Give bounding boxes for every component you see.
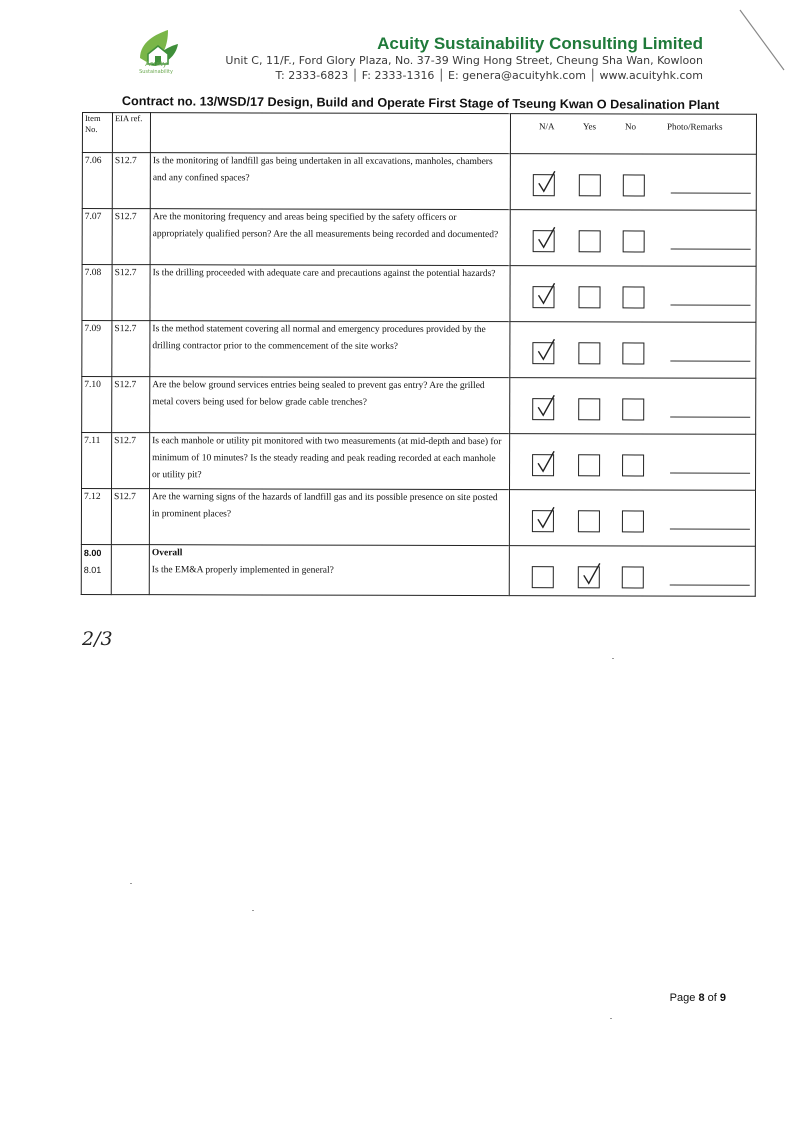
checkmark-icon	[535, 450, 557, 474]
answer-cell	[510, 434, 756, 491]
row-7.08-no-checkbox[interactable]	[622, 286, 644, 308]
row-7.10-no-checkbox[interactable]	[622, 398, 644, 420]
checkmark-icon	[535, 506, 557, 530]
table-row	[82, 265, 756, 323]
row-7.07-no-checkbox[interactable]	[623, 230, 645, 252]
company-contacts: T: 2333-6823 │ F: 2333-1316 │ E: genera@acuityhk.com │ www.acuityhk.com	[275, 69, 703, 82]
eia-ref: S12.7	[112, 153, 150, 209]
remarks-line[interactable]	[670, 473, 750, 474]
remarks-line[interactable]	[670, 361, 750, 362]
question-text: Is each manhole or utility pit monitored with two measurements (at mid-depth and base) for minimum of 10 minutes? Is the steady reading and peak reading recorded at each manhole or utility pit?	[150, 433, 510, 490]
row-overall-no-checkbox[interactable]	[622, 566, 644, 588]
checkmark-icon	[536, 170, 558, 194]
row-7.07-yes-checkbox[interactable]	[579, 230, 601, 252]
page-label: Page	[669, 992, 696, 1004]
question-text: Are the warning signs of the hazards of landfill gas and its possible presence on site posted in prominent places?	[149, 489, 509, 546]
remarks-line[interactable]	[670, 585, 750, 586]
row-7.12-no-checkbox[interactable]	[622, 510, 644, 532]
page-of-label: of	[707, 992, 717, 1004]
answer-cell	[510, 378, 756, 435]
page-footer	[670, 992, 726, 1004]
contract-title: Contract no. 13/WSD/17 Design, Build and Operate First Stage of Tseung Kwan O Desalination Plant	[121, 94, 720, 113]
item-number: 7.11	[82, 433, 112, 489]
answer-cell	[510, 154, 756, 211]
table-header-row	[82, 113, 756, 155]
row-7.08-yes-checkbox[interactable]	[578, 286, 600, 308]
remarks-line[interactable]	[670, 305, 750, 306]
header-na: N/A	[538, 121, 555, 132]
answer-cell	[509, 490, 755, 547]
answer-cell	[510, 210, 756, 267]
remarks-line[interactable]	[671, 249, 751, 250]
question-text: Is the EM&A properly implemented in general?	[151, 565, 334, 576]
answer-cell	[510, 322, 756, 379]
checkmark-icon	[535, 338, 557, 362]
question-text: Are the monitoring frequency and areas being specified by the safety officers or appropriately qualified person? Are the all measurements being recorded and documented?	[150, 209, 510, 266]
page-current: 8	[698, 992, 705, 1004]
row-7.11-no-checkbox[interactable]	[622, 454, 644, 476]
header-answer-columns	[510, 114, 756, 155]
answer-cell	[510, 266, 756, 323]
row-7.06-yes-checkbox[interactable]	[579, 174, 601, 196]
item-number: 7.10	[82, 377, 112, 433]
item-number: 7.06	[82, 153, 112, 209]
company-address: Unit C, 11/F., Ford Glory Plaza, No. 37-39 Wing Hong Street, Cheung Sha Wan, Kowloon	[225, 54, 703, 67]
eia-ref: S12.7	[111, 489, 149, 545]
item-number: 7.12	[81, 489, 111, 545]
header-question	[150, 113, 510, 154]
table-row	[82, 433, 756, 491]
table-row	[82, 153, 756, 211]
eia-ref	[111, 545, 149, 595]
overall-item-cell	[81, 544, 111, 594]
checkmark-icon	[536, 226, 558, 250]
company-name: Acuity Sustainability Consulting Limited	[377, 34, 703, 53]
overall-section-number: 8.00	[83, 548, 102, 559]
row-7.11-yes-checkbox[interactable]	[578, 454, 600, 476]
checkmark-icon	[581, 562, 603, 586]
logo-wordmark: Acuity Sustainability	[139, 60, 173, 75]
row-overall-na-checkbox[interactable]	[532, 566, 554, 588]
question-text: Are the below ground services entries being sealed to prevent gas entry? Are the grilled metal covers being used for below grade cable trenches?	[150, 377, 510, 434]
remarks-line[interactable]	[670, 529, 750, 530]
header-yes: Yes	[582, 121, 597, 132]
scan-speck	[612, 658, 614, 659]
header-item-no: Item No.	[82, 113, 112, 153]
table-row	[81, 489, 755, 547]
question-text: Is the method statement covering all normal and emergency procedures provided by the drilling contractor prior to the commencement of the site works?	[150, 321, 510, 378]
scan-speck	[252, 910, 254, 911]
answer-cell	[509, 546, 755, 597]
table-row	[82, 321, 756, 379]
checkmark-icon	[535, 394, 557, 418]
row-7.10-yes-checkbox[interactable]	[578, 398, 600, 420]
item-number: 7.08	[82, 265, 112, 321]
question-text: Is the drilling proceeded with adequate care and precautions against the potential hazards?	[150, 265, 510, 322]
row-7.09-no-checkbox[interactable]	[622, 342, 644, 364]
table-row-overall	[81, 544, 755, 596]
overall-question-cell	[149, 545, 509, 596]
scan-corner-mark	[738, 8, 788, 72]
scan-speck	[610, 1018, 612, 1019]
overall-heading: Overall	[151, 548, 183, 559]
checkmark-icon	[535, 282, 557, 306]
eia-ref: S12.7	[112, 433, 150, 489]
header-no: No	[624, 121, 636, 132]
eia-ref: S12.7	[112, 209, 150, 265]
checklist-table	[81, 112, 756, 590]
scan-speck	[130, 883, 132, 884]
item-number: 7.09	[82, 321, 112, 377]
item-number: 7.07	[82, 209, 112, 265]
row-7.12-yes-checkbox[interactable]	[578, 510, 600, 532]
eia-ref: S12.7	[112, 377, 150, 433]
question-text: Is the monitoring of landfill gas being undertaken in all excavations, manholes, chambers and any confined spaces?	[150, 153, 510, 210]
table-row	[82, 377, 756, 435]
table-row	[82, 209, 756, 267]
row-7.09-yes-checkbox[interactable]	[578, 342, 600, 364]
row-7.06-no-checkbox[interactable]	[623, 174, 645, 196]
page-total: 9	[719, 992, 726, 1004]
overall-item-number: 8.01	[83, 565, 102, 576]
remarks-line[interactable]	[670, 417, 750, 418]
remarks-line[interactable]	[671, 193, 751, 194]
header-eia-ref: EIA ref.	[112, 113, 150, 153]
eia-ref: S12.7	[112, 321, 150, 377]
header-remarks: Photo/Remarks	[666, 121, 723, 132]
eia-ref: S12.7	[112, 265, 150, 321]
handwritten-note: 2/3	[82, 628, 113, 650]
